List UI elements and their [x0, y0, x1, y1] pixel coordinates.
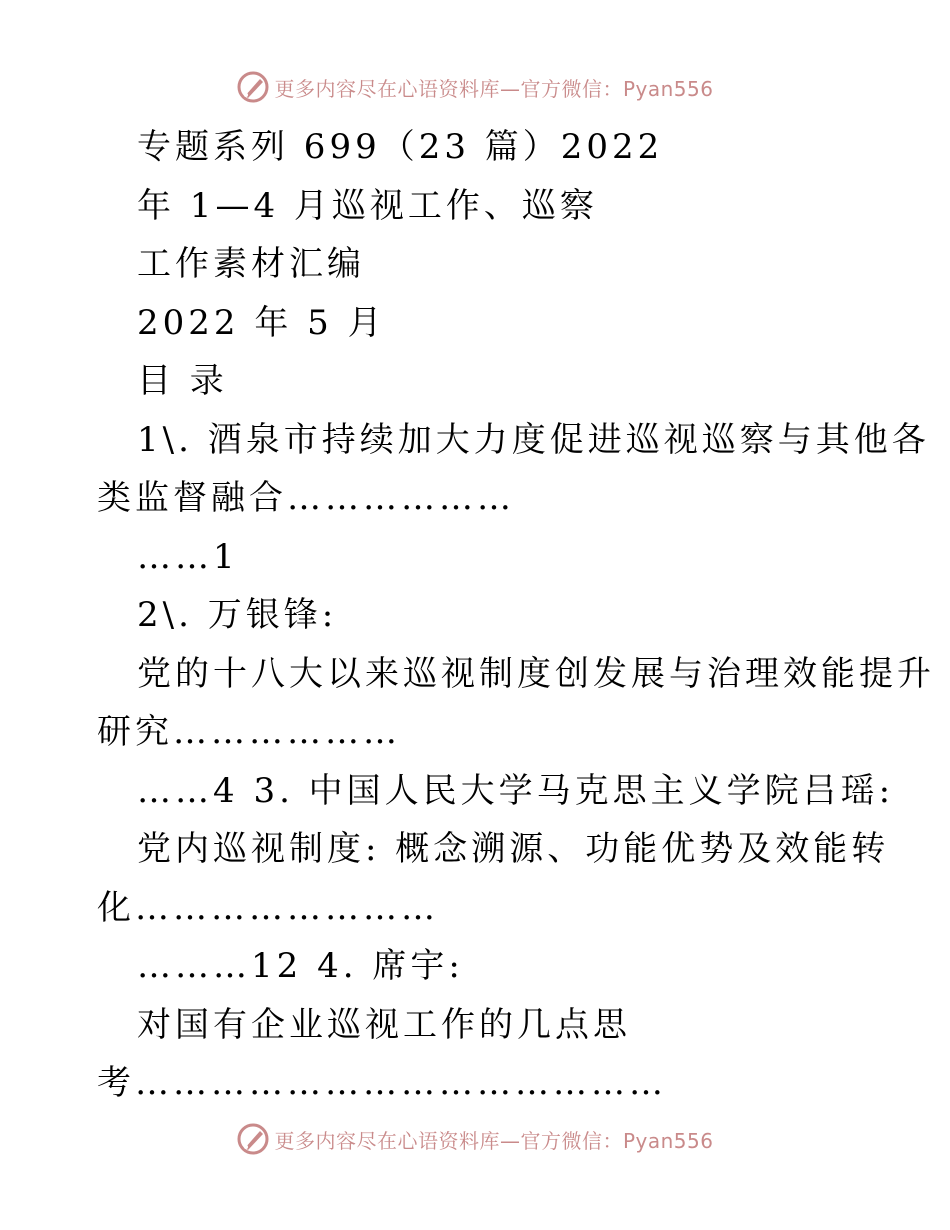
- doc-title-line-1: 专题系列 699（23 篇）2022: [137, 127, 664, 167]
- doc-title-line-2: 年 1—4 月巡视工作、巡察: [137, 185, 598, 226]
- toc-entry-1-cont: 类监督融合………………: [97, 478, 515, 518]
- pen-logo-icon: [236, 70, 270, 104]
- doc-title-line-3: 工作素材汇编: [137, 244, 365, 284]
- toc-entry-3: ……4 3. 中国人民大学马克思主义学院吕瑶:: [137, 770, 895, 811]
- toc-entry-3-cont: 化……………………: [97, 887, 439, 928]
- watermark-footer: [0, 1122, 950, 1156]
- watermark-text: 更多内容尽在心语资料库—官方微信：Pyan556: [274, 1128, 714, 1153]
- watermark-header: [0, 70, 950, 104]
- toc-heading: 目 录: [137, 361, 228, 401]
- toc-entry-2-cont: 研究………………: [97, 712, 401, 752]
- toc-entry-4-title: 对国有企业巡视工作的几点思: [137, 1004, 631, 1045]
- pen-logo-icon: [236, 1122, 270, 1156]
- watermark-text: 更多内容尽在心语资料库—官方微信：Pyan556: [274, 76, 714, 101]
- toc-entry-2: 2\. 万银锋:: [137, 595, 338, 635]
- toc-entry-1-page: ……1: [137, 536, 239, 577]
- doc-date: 2022 年 5 月: [137, 302, 386, 343]
- toc-entry-4: ………12 4. 席宇:: [137, 946, 464, 986]
- toc-entry-2-title: 党的十八大以来巡视制度创发展与治理效能提升: [137, 653, 935, 694]
- document-body: [0, 118, 950, 1113]
- toc-entry-3-title: 党内巡视制度: 概念溯源、功能优势及效能转: [137, 829, 890, 869]
- toc-entry-4-cont: 考……………………………………: [97, 1063, 667, 1103]
- toc-entry-1: 1\. 酒泉市持续加大力度促进巡视巡察与其他各: [137, 419, 930, 460]
